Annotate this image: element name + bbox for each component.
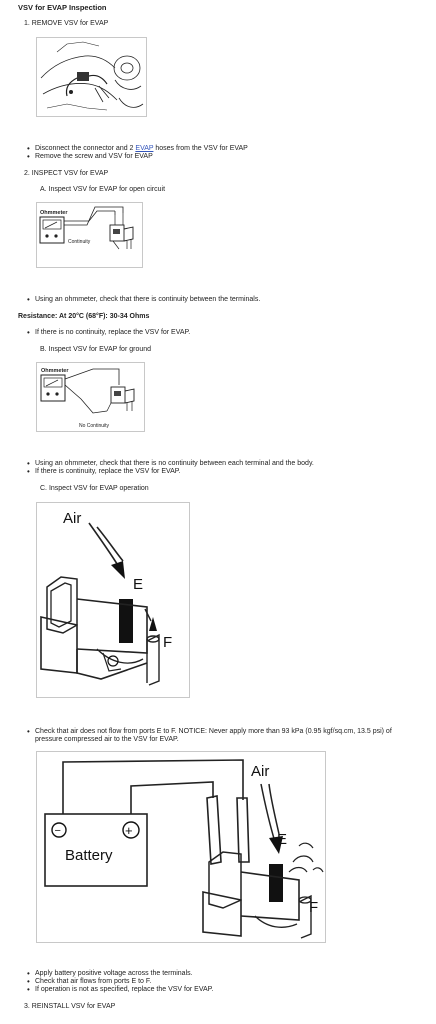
resistance-spec: Resistance: At 20°C (68°F): 30-34 Ohms bbox=[18, 313, 150, 320]
ohmmeter-label: Ohmmeter bbox=[40, 210, 68, 216]
port-f-label-2: F bbox=[309, 899, 319, 916]
ground-bullet-2: • If there is continuity, replace the VSV for EVAP. bbox=[35, 468, 181, 475]
battery-bullet-3: • If operation is not as specified, replace the VSV for EVAP. bbox=[35, 986, 213, 993]
air-label: Air bbox=[63, 510, 82, 527]
remove-bullet-1-tail: hoses from the VSV for EVAP bbox=[153, 145, 248, 152]
battery-minus: − bbox=[54, 825, 61, 837]
page-title: VSV for EVAP Inspection bbox=[18, 3, 107, 12]
battery-bullet-1: • Apply battery positive voltage across the terminals. bbox=[35, 970, 193, 977]
ground-test-figure bbox=[36, 362, 145, 432]
air-label-2: Air bbox=[251, 763, 270, 780]
battery-bullet-2: • Check that air flows from ports E to F. bbox=[35, 978, 151, 985]
step-reinstall: 3. REINSTALL VSV for EVAP bbox=[24, 1003, 116, 1010]
continuity-test-figure bbox=[36, 202, 143, 268]
battery-test-figure bbox=[36, 751, 326, 943]
battery-plus: + bbox=[125, 823, 133, 838]
step-remove: 1. REMOVE VSV for EVAP bbox=[24, 20, 109, 27]
sub-operation: C. Inspect VSV for EVAP operation bbox=[40, 485, 149, 492]
sub-ground: B. Inspect VSV for EVAP for ground bbox=[40, 346, 152, 353]
vsv-location-figure bbox=[36, 37, 147, 117]
air-flow-figure bbox=[36, 502, 190, 698]
no-continuity-bullet: • If there is no continuity, replace the VSV for EVAP. bbox=[35, 329, 190, 336]
sub-open-circuit: A. Inspect VSV for EVAP for open circuit bbox=[40, 186, 166, 193]
no-continuity-label: No Continuity bbox=[79, 423, 110, 429]
ground-bullet-1: • Using an ohmmeter, check that there is no continuity between each terminal and the body. bbox=[35, 460, 314, 467]
evap-link[interactable]: EVAP bbox=[135, 145, 154, 152]
remove-bullet-1 bbox=[35, 145, 248, 152]
step-inspect: 2. INSPECT VSV for EVAP bbox=[24, 170, 109, 177]
remove-bullet-1-text: Disconnect the connector and 2 bbox=[35, 145, 136, 152]
port-e-label: E bbox=[133, 576, 144, 593]
operation-bullet-line1: • Check that air does not flow from ports E to F. NOTICE: Never apply more than 93 kPa (0.95 kgf/sq.cm, 13.5 psi) of bbox=[35, 728, 392, 735]
open-circuit-bullet: • Using an ohmmeter, check that there is continuity between the terminals. bbox=[35, 296, 260, 303]
port-f-label: F bbox=[163, 634, 173, 651]
operation-bullet-line2: pressure compressed air to the VSV for EVAP. bbox=[35, 736, 179, 743]
port-e-label-2: E bbox=[277, 831, 288, 848]
ohmmeter-label-2: Ohmmeter bbox=[41, 368, 69, 374]
remove-bullet-2: • Remove the screw and VSV for EVAP bbox=[35, 153, 153, 160]
battery-label: Battery bbox=[65, 847, 113, 864]
continuity-label: Continuity bbox=[68, 239, 91, 245]
